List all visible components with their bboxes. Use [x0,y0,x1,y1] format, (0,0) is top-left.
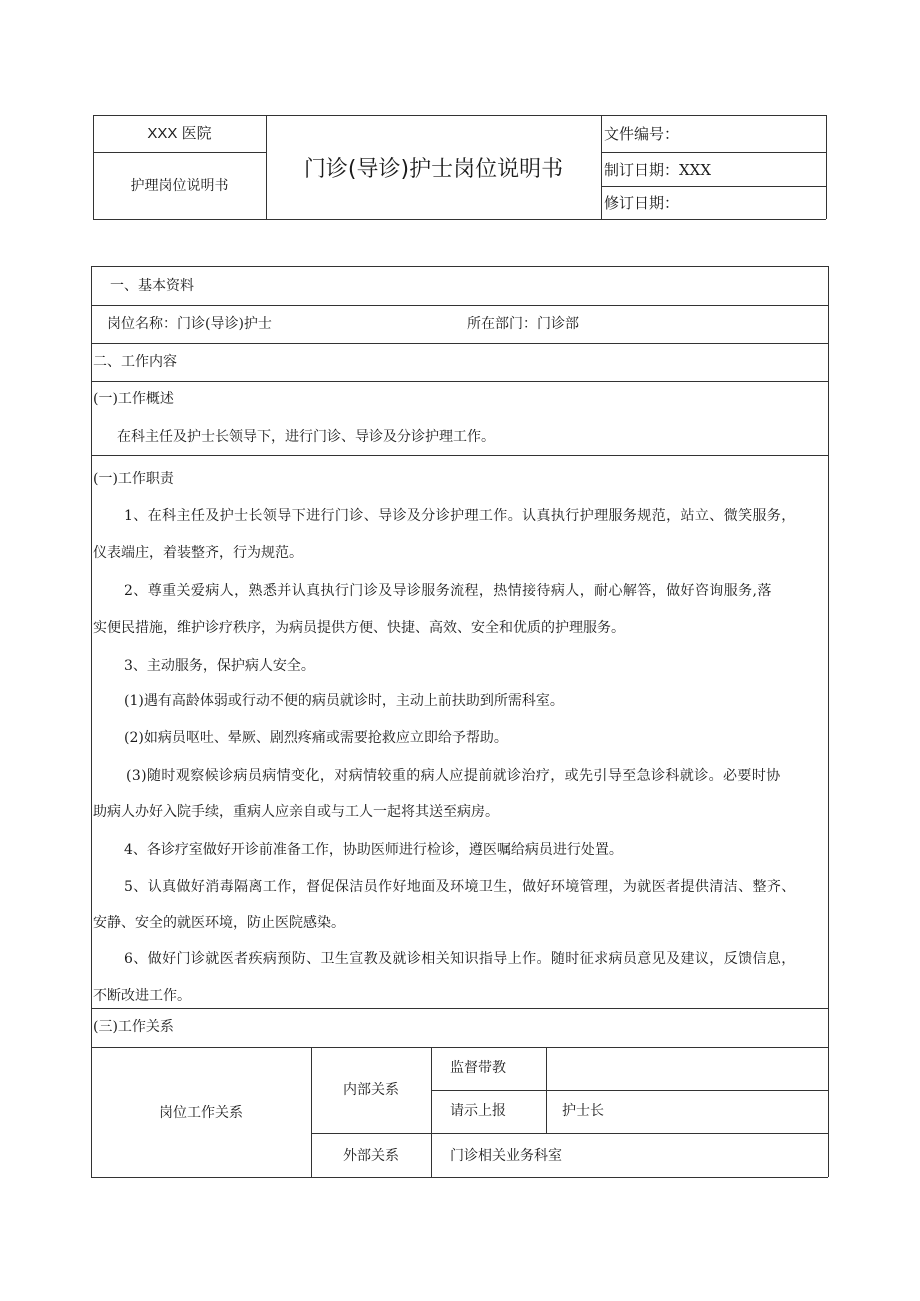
section-basic-title: 一、基本资料 [110,278,194,294]
external-value: 门诊相关业务科室 [450,1148,562,1164]
duty-1-line2: 仪表端庄，着装整齐，行为规范。 [93,545,303,561]
duties-title: (一)工作职责 [93,471,174,487]
supervise-label: 监督带教 [450,1060,506,1076]
file-number-label: 文件编号： [604,125,680,143]
duty-4: 4、各诊疗室做好开诊前准备工作，协助医师进行检诊，遵医嘱给病员进行处置。 [124,842,623,858]
duty-3-3-line2: 助病人办好入院手续，重病人应亲自或与工人一起将其送至病房。 [93,804,499,820]
made-date-label: 制订日期：XXX [604,161,712,179]
duty-5-line1: 5、认真做好消毒隔离工作，督促保洁员作好地面及环境卫生，做好环境管理，为就医者提供清洁、整齐、 [124,879,796,895]
page-title: 门诊(导诊)护士岗位说明书 [303,157,564,182]
duty-2-line1: 2、尊重关爱病人，熟悉并认真执行门诊及导诊服务流程，热情接待病人，耐心解答，做好咨询服务,落 [124,583,772,599]
report-label: 请示上报 [450,1103,506,1119]
duty-2-line2: 实便民措施，维护诊疗秩序，为病员提供方便、快捷、高效、安全和优质的护理服务。 [93,620,625,636]
report-value: 护士长 [562,1103,604,1119]
relations-row-label: 岗位工作关系 [159,1105,243,1121]
hospital-name: XXX 医院 [147,125,212,142]
internal-relations-label: 内部关系 [343,1082,399,1098]
overview-title: (一)工作概述 [93,391,174,407]
duty-3: 3、主动服务，保护病人安全。 [124,658,315,674]
section-work-title: 二、工作内容 [93,354,177,370]
department: 所在部门：门诊部 [467,316,579,332]
duty-3-2: (2)如病员呕吐、晕厥、剧烈疼痛或需要抢救应立即给予帮助。 [124,730,508,746]
duty-5-line2: 安静、安全的就医环境，防止医院感染。 [93,915,345,931]
overview-text: 在科主任及护士长领导下，进行门诊、导诊及分诊护理工作。 [117,429,495,445]
duty-3-3-line1: (3)随时观察候诊病员病情变化，对病情较重的病人应提前就诊治疗，或先引导至急诊科就诊。必要时协 [126,768,781,784]
duty-6-line2: 不断改进工作。 [93,988,191,1004]
duty-3-1: (1)遇有高龄体弱或行动不便的病员就诊时，主动上前扶助到所需科室。 [124,693,564,709]
duty-6-line1: 6、做好门诊就医者疾病预防、卫生宣教及就诊相关知识指导上作。随时征求病员意见及建议，反馈信息， [124,951,796,967]
external-relations-label: 外部关系 [343,1148,399,1164]
position-name: 岗位名称：门诊(导诊)护士 [107,316,272,332]
duty-1-line1: 1、在科主任及护士长领导下进行门诊、导诊及分诊护理工作。认真执行护理服务规范，站立、微笑服务， [124,508,796,524]
revised-date-label: 修订日期： [604,194,680,212]
doc-type: 护理岗位说明书 [130,178,229,194]
relations-title: (三)工作关系 [93,1019,174,1035]
